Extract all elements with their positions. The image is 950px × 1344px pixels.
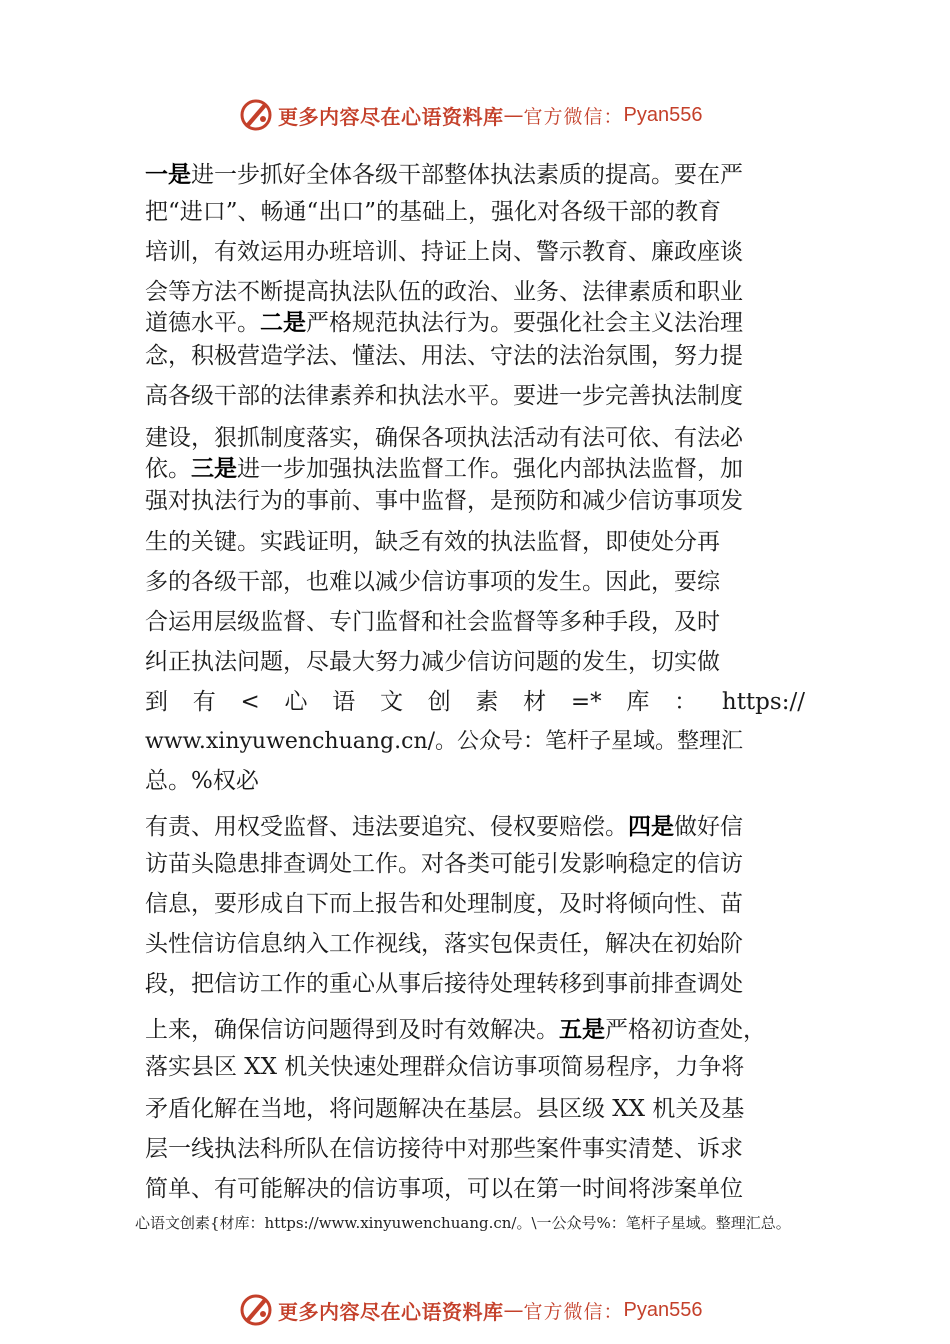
text-line: 强对执法行为的事前、事中监督，是预防和减少信访事项发 xyxy=(145,488,743,514)
text-line: 一是进一步抓好全体各级干部整体执法素质的提高。要在严 xyxy=(145,162,743,188)
text-line: 会等方法不断提高执法队伍的政治、业务、法律素质和职业 xyxy=(145,279,743,305)
banner-title: 更多内容尽在心语资料库 xyxy=(278,104,504,129)
text-line-justified: 到 有 < 心 语 文 创 素 材 =* 库 ： https:// xyxy=(145,689,805,715)
point-one-marker: 一是 xyxy=(145,162,191,188)
text-line: 合运用层级监督、专门监督和社会监督等多种手段，及时 xyxy=(145,609,720,635)
text-line: 上来，确保信访问题得到及时有效解决。五是严格初访查处， xyxy=(145,1017,766,1043)
text-line: 矛盾化解在当地，将问题解决在基层。县区级 XX 机关及基 xyxy=(145,1096,745,1122)
banner-separator: — xyxy=(503,103,524,127)
text-line: 层一线执法科所队在信访接待中对那些案件事实清楚、诉求 xyxy=(145,1136,743,1162)
text-line: 落实县区 XX 机关快速处理群众信访事项简易程序，力争将 xyxy=(145,1054,745,1080)
point-two-marker: 二是 xyxy=(260,310,306,336)
text-line: 把“进口”、畅通“出口”的基础上，强化对各级干部的教育 xyxy=(145,199,722,225)
footnote: 心语文创素{材库：https://www.xinyuwenchuang.cn/。\一公众号%：笔杆子星域。整理汇总。 xyxy=(135,1214,791,1232)
text-line: 生的关键。实践证明，缺乏有效的执法监督，即使处分再 xyxy=(145,529,720,555)
brand-logo-icon xyxy=(238,1292,274,1328)
point-five-marker: 五是 xyxy=(559,1017,605,1043)
footer-banner xyxy=(238,1290,702,1330)
text-line: 多的各级干部，也难以减少信访事项的发生。因此，要综 xyxy=(145,569,720,595)
banner-title: 更多内容尽在心语资料库 xyxy=(278,1299,504,1324)
brand-logo-icon xyxy=(238,97,274,133)
text-line: 有责、用权受监督、违法要追究、侵权要赔偿。四是做好信 xyxy=(145,814,743,840)
banner-wechat-id: Pyan556 xyxy=(623,1298,703,1321)
banner-wechat-label: 官方微信： xyxy=(523,1300,624,1323)
text-line: 访苗头隐患排查调处工作。对各类可能引发影响稳定的信访 xyxy=(145,851,743,877)
point-three-marker: 三是 xyxy=(191,456,237,482)
banner-wechat-label: 官方微信： xyxy=(523,105,624,128)
text-line: www.xinyuwenchuang.cn/。公众号：笔杆子星域。整理汇 xyxy=(145,729,744,754)
text-line: 高各级干部的法律素养和执法水平。要进一步完善执法制度 xyxy=(145,383,743,409)
text-line: 总。%权必 xyxy=(145,768,259,794)
text-line: 简单、有可能解决的信访事项，可以在第一时间将涉案单位 xyxy=(145,1176,743,1202)
text-line: 头性信访信息纳入工作视线，落实包保责任，解决在初始阶 xyxy=(145,931,743,957)
point-four-marker: 四是 xyxy=(628,814,674,840)
text-line: 念，积极营造学法、懂法、用法、守法的法治氛围，努力提 xyxy=(145,343,743,369)
banner-separator: — xyxy=(503,1298,524,1322)
banner-wechat-id: Pyan556 xyxy=(623,103,703,126)
text-line: 纠正执法问题，尽最大努力减少信访问题的发生，切实做 xyxy=(145,649,720,675)
text-line: 道德水平。二是严格规范执法行为。要强化社会主义法治理 xyxy=(145,310,743,336)
text-line: 段，把信访工作的重心从事后接待处理转移到事前排查调处 xyxy=(145,971,743,997)
text-line: 依。三是进一步加强执法监督工作。强化内部执法监督，加 xyxy=(145,456,743,482)
text-line: 培训，有效运用办班培训、持证上岗、警示教育、廉政座谈 xyxy=(145,239,743,265)
text-line: 建设，狠抓制度落实，确保各项执法活动有法可依、有法必 xyxy=(145,425,743,451)
header-banner xyxy=(238,95,702,135)
text-line: 信息，要形成自下而上报告和处理制度，及时将倾向性、苗 xyxy=(145,891,743,917)
